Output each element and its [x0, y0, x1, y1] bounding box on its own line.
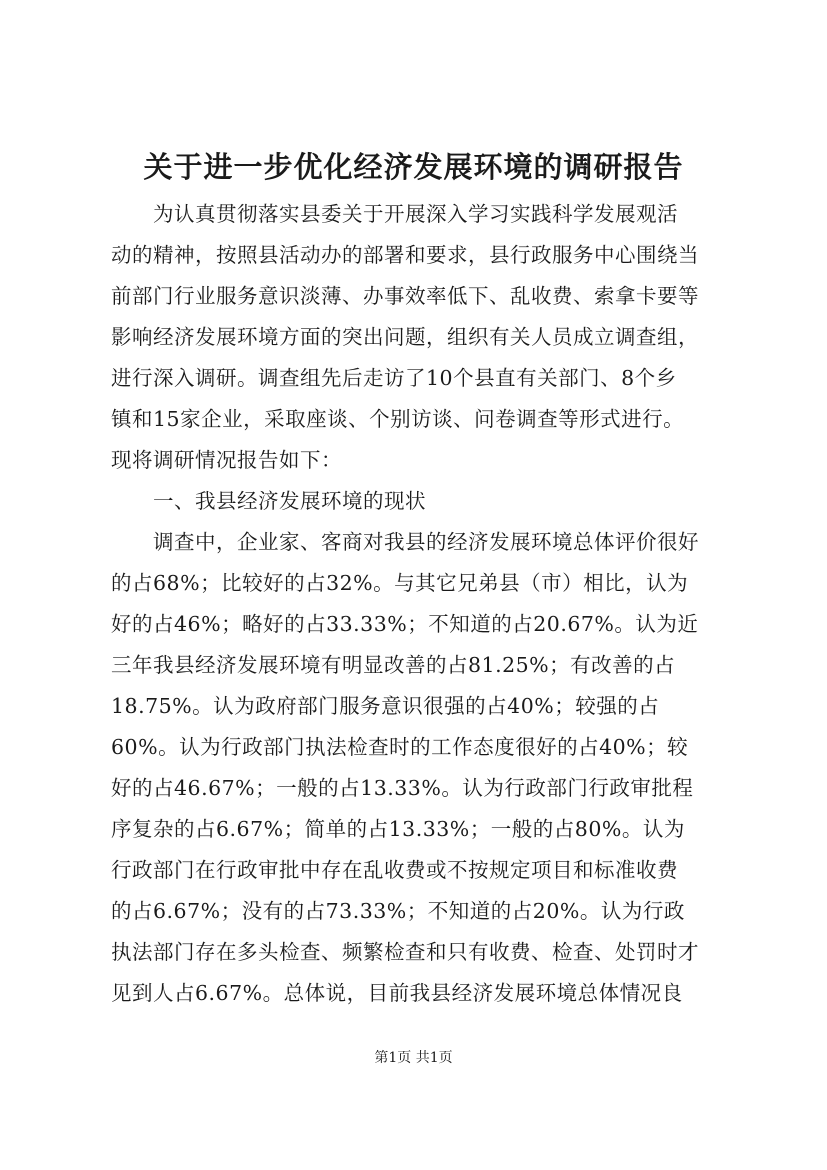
paragraph-line: 进行深入调研。调查组先后走访了10个县直有关部门、8个乡 [111, 366, 677, 390]
paragraph-line: 影响经济发展环境方面的突出问题，组织有关人员成立调查组， [111, 325, 699, 349]
paragraph-line: 镇和15家企业，采取座谈、个别访谈、问卷调查等形式进行。 [111, 407, 685, 431]
paragraph-line: 前部门行业服务意识淡薄、办事效率低下、乱收费、索拿卡要等 [111, 284, 699, 308]
paragraph-line: 18.75%。认为政府部门服务意识很强的占40%；较强的占 [111, 694, 660, 718]
paragraph-line: 的占68%；比较好的占32%。与其它兄弟县（市）相比，认为 [111, 571, 689, 595]
document-body [111, 194, 735, 1014]
section-heading: 一、我县经济发展环境的现状 [153, 489, 426, 513]
paragraph-line: 见到人占6.67%。总体说，目前我县经济发展环境总体情况良 [111, 981, 683, 1005]
paragraph-line: 现将调研情况报告如下： [111, 448, 342, 472]
paragraph-line: 的占6.67%；没有的占73.33%；不知道的占20%。认为行政 [111, 899, 685, 923]
page-footer: 第1页 共1页 [374, 1050, 453, 1066]
paragraph-line: 好的占46%；略好的占33.33%；不知道的占20.67%。认为近 [111, 612, 699, 636]
paragraph-line: 动的精神，按照县活动办的部署和要求，县行政服务中心围绕当 [111, 243, 699, 267]
paragraph-line: 为认真贯彻落实县委关于开展深入学习实践科学发展观活 [153, 202, 678, 226]
paragraph-line: 三年我县经济发展环境有明显改善的占81.25%；有改善的占 [111, 653, 676, 677]
paragraph-line: 执法部门存在多头检查、频繁检查和只有收费、检查、处罚时才 [111, 940, 699, 964]
document-title: 关于进一步优化经济发展环境的调研报告 [143, 150, 684, 184]
paragraph-line: 好的占46.67%；一般的占13.33%。认为行政部门行政审批程 [111, 776, 694, 800]
paragraph-line: 调查中，企业家、客商对我县的经济发展环境总体评价很好 [153, 530, 699, 554]
paragraph-line: 60%。认为行政部门执法检查时的工作态度很好的占40%；较 [111, 735, 689, 759]
paragraph-line: 行政部门在行政审批中存在乱收费或不按规定项目和标准收费 [111, 858, 678, 882]
paragraph-line: 序复杂的占6.67%；简单的占13.33%；一般的占80%。认为 [111, 817, 685, 841]
